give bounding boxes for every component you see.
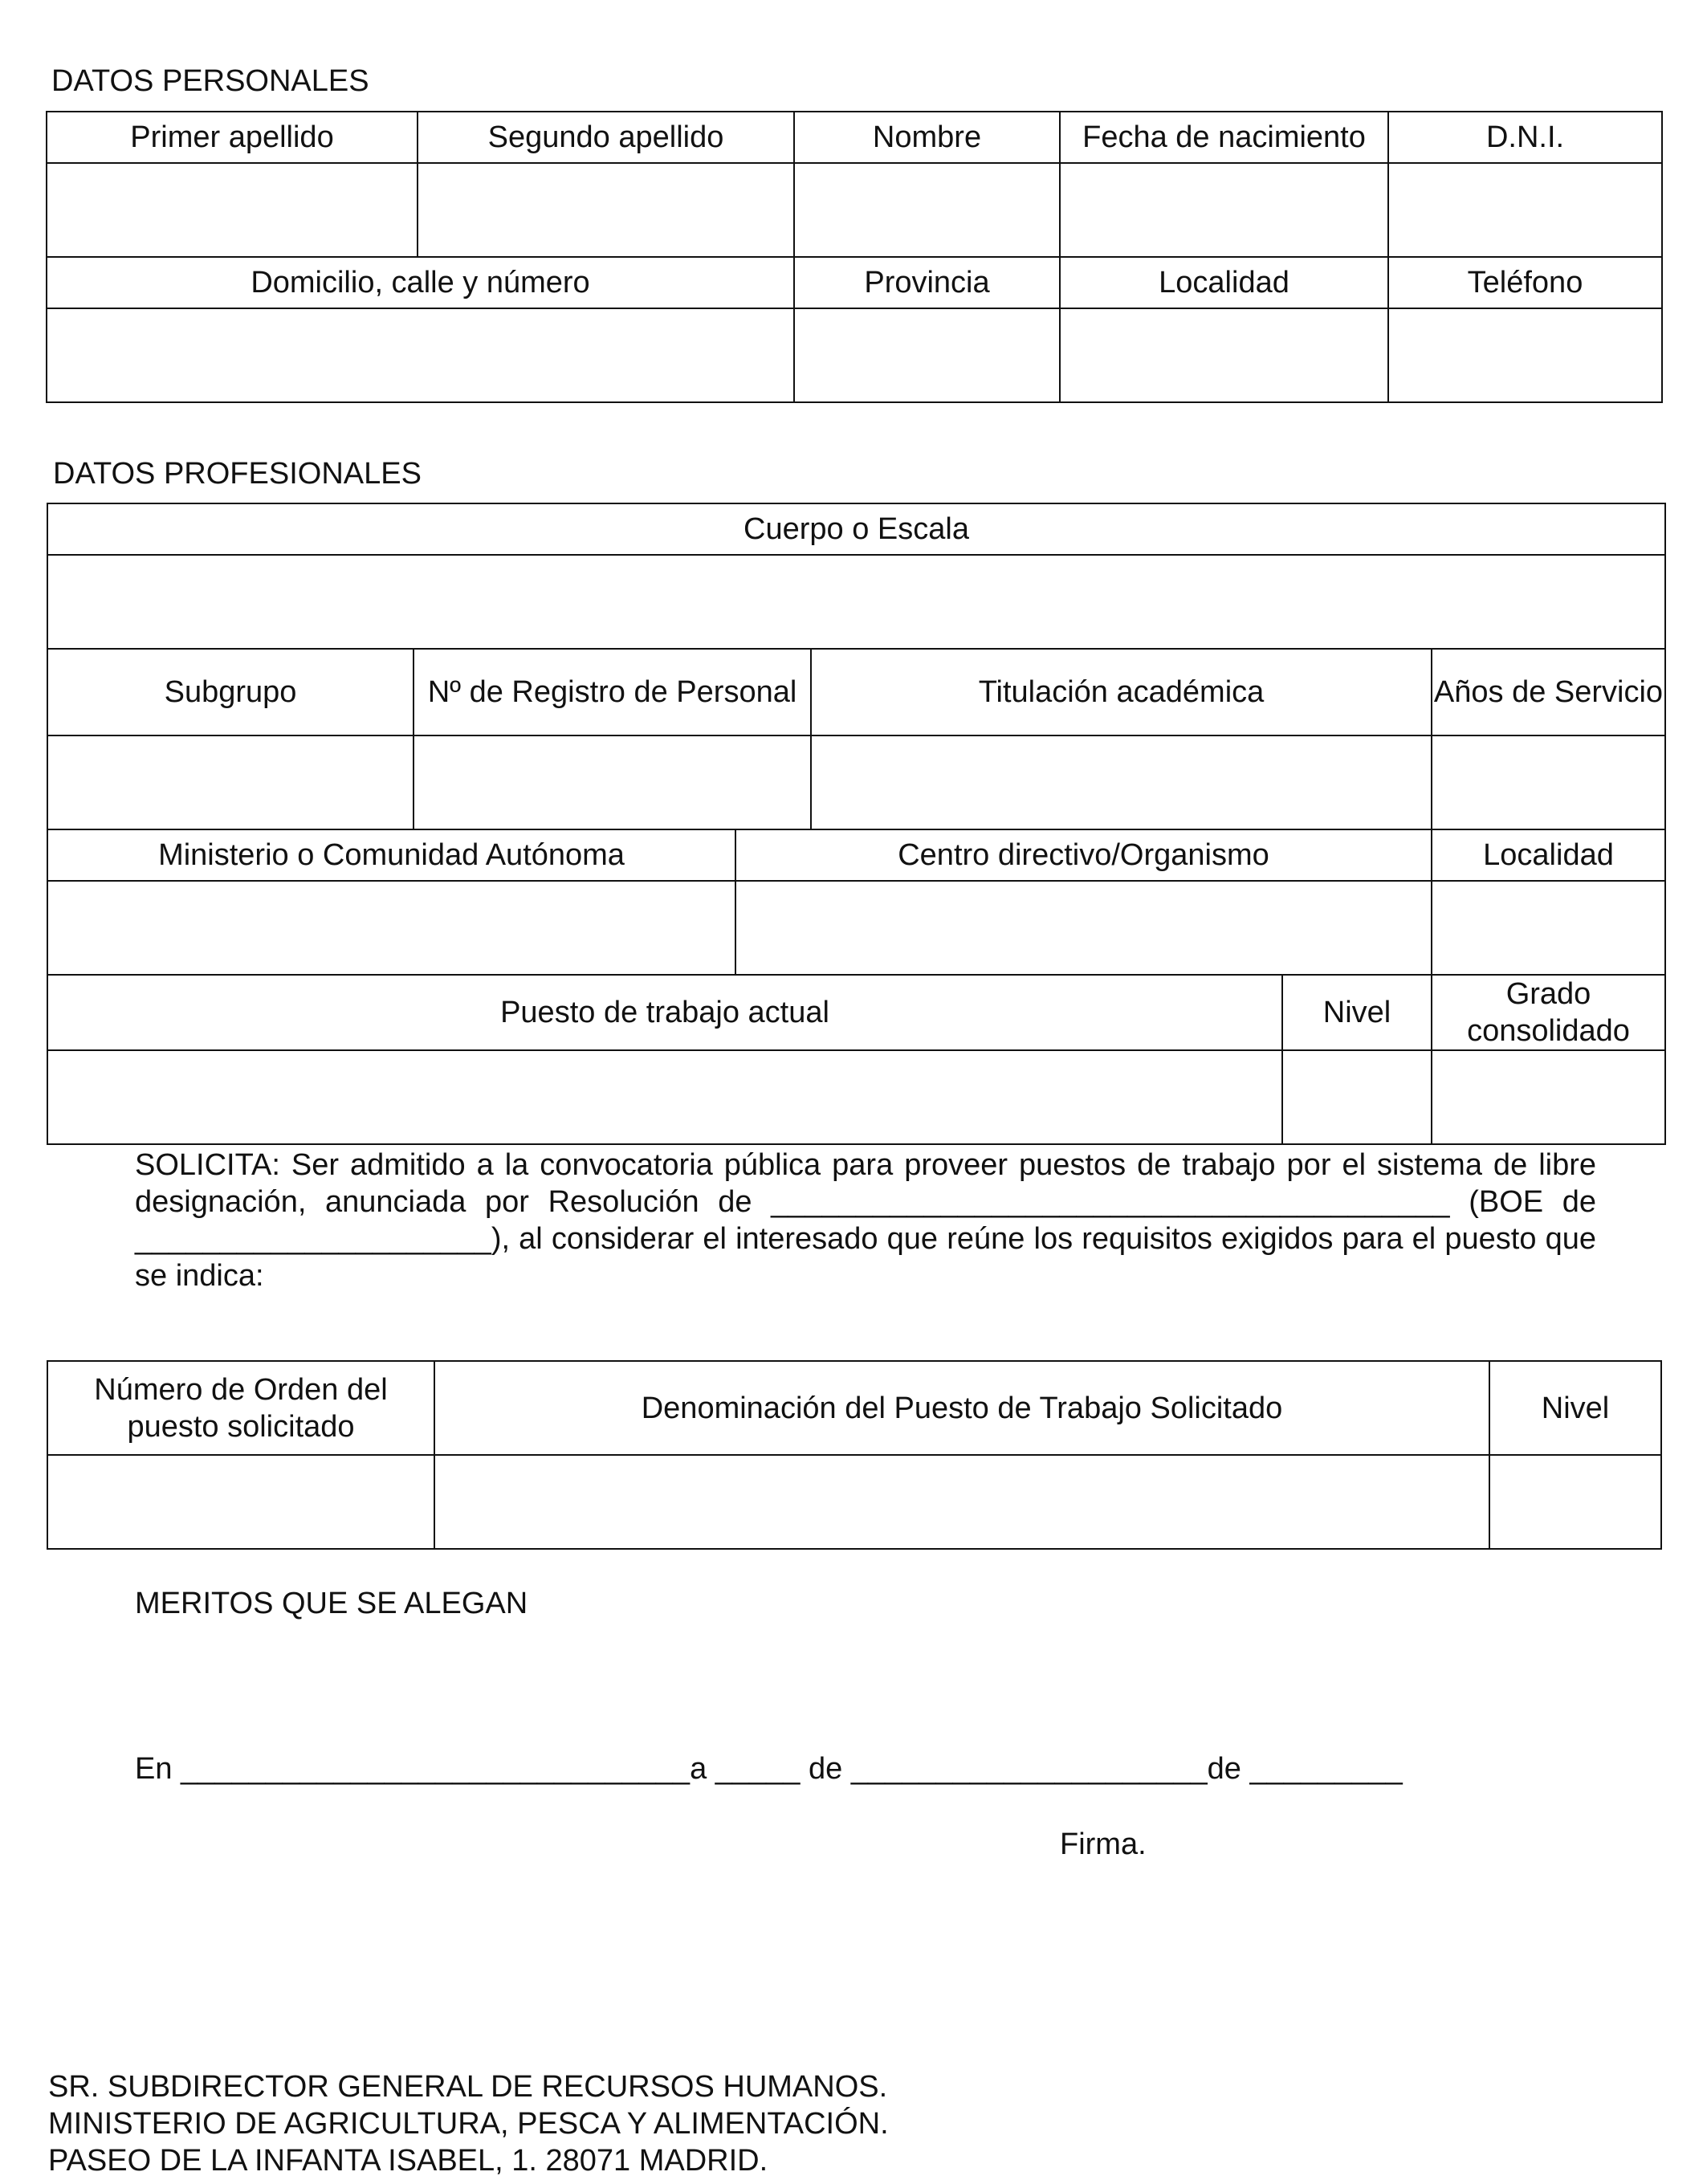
- field-centro-directivo[interactable]: [735, 881, 1432, 975]
- section-title-personal: DATOS PERSONALES: [51, 64, 369, 98]
- footer-address: PASEO DE LA INFANTA ISABEL, 1. 28071 MADRID.: [48, 2144, 768, 2178]
- field-domicilio[interactable]: [47, 308, 794, 402]
- field-primer-apellido[interactable]: [47, 163, 418, 257]
- text-de-1: de: [809, 1752, 843, 1786]
- field-registro-personal[interactable]: [414, 735, 811, 829]
- field-cuerpo-escala[interactable]: [47, 555, 1665, 649]
- header-ministerio: Ministerio o Comunidad Autónoma: [47, 829, 735, 881]
- header-anos-servicio: Años de Servicio: [1432, 649, 1665, 735]
- firma-label: Firma.: [1060, 1827, 1147, 1861]
- header-denominacion: Denominación del Puesto de Trabajo Solicitado: [434, 1361, 1489, 1455]
- header-nivel-solicitado: Nivel: [1489, 1361, 1661, 1455]
- field-anos-servicio[interactable]: [1432, 735, 1665, 829]
- place-blank[interactable]: ______________________________: [181, 1752, 691, 1786]
- field-subgrupo[interactable]: [47, 735, 414, 829]
- header-centro-directivo: Centro directivo/Organismo: [735, 829, 1432, 881]
- header-localidad-prof: Localidad: [1432, 829, 1665, 881]
- footer-addressee: SR. SUBDIRECTOR GENERAL DE RECURSOS HUMANOS.: [48, 2070, 888, 2104]
- solicita-paragraph: [135, 1147, 1596, 1294]
- header-grado-consolidado: Grado consolidado: [1432, 975, 1665, 1050]
- header-cuerpo-escala: Cuerpo o Escala: [47, 503, 1665, 555]
- solicita-text-1: SOLICITA: Ser admitido a la convocatoria pública para proveer puestos de trabajo por el sistema de libre designación, anunciada por Resolución de: [135, 1148, 1596, 1219]
- boe-blank[interactable]: _____________________: [135, 1222, 491, 1256]
- field-localidad-prof[interactable]: [1432, 881, 1665, 975]
- header-subgrupo: Subgrupo: [47, 649, 414, 735]
- header-dni: D.N.I.: [1388, 112, 1662, 163]
- text-de-2: de: [1207, 1752, 1241, 1786]
- date-place-line: [135, 1752, 1403, 1787]
- field-puesto-actual[interactable]: [47, 1050, 1282, 1144]
- field-nombre[interactable]: [794, 163, 1060, 257]
- header-domicilio: Domicilio, calle y número: [47, 257, 794, 308]
- header-titulacion: Titulación académica: [811, 649, 1432, 735]
- header-localidad: Localidad: [1060, 257, 1388, 308]
- solicita-text-2: (BOE de: [1469, 1185, 1597, 1219]
- header-numero-orden: Número de Orden del puesto solicitado: [47, 1361, 434, 1455]
- field-grado-consolidado[interactable]: [1432, 1050, 1665, 1144]
- header-fecha-nacimiento: Fecha de nacimiento: [1060, 112, 1388, 163]
- puesto-solicitado-table: [47, 1360, 1662, 1550]
- day-blank[interactable]: _____: [715, 1752, 801, 1786]
- field-nivel[interactable]: [1282, 1050, 1432, 1144]
- footer-ministry: MINISTERIO DE AGRICULTURA, PESCA Y ALIMENTACIÓN.: [48, 2107, 889, 2141]
- field-dni[interactable]: [1388, 163, 1662, 257]
- field-fecha-nacimiento[interactable]: [1060, 163, 1388, 257]
- resolucion-blank[interactable]: ________________________________________: [771, 1185, 1450, 1219]
- field-nivel-solicitado[interactable]: [1489, 1455, 1661, 1549]
- field-ministerio[interactable]: [47, 881, 735, 975]
- header-primer-apellido: Primer apellido: [47, 112, 418, 163]
- header-provincia: Provincia: [794, 257, 1060, 308]
- text-a: a: [690, 1752, 707, 1786]
- section-title-meritos: MERITOS QUE SE ALEGAN: [135, 1587, 528, 1620]
- header-telefono: Teléfono: [1388, 257, 1662, 308]
- header-nivel: Nivel: [1282, 975, 1432, 1050]
- personal-data-table: [46, 111, 1663, 403]
- section-title-professional: DATOS PROFESIONALES: [53, 457, 422, 491]
- field-segundo-apellido[interactable]: [418, 163, 794, 257]
- field-provincia[interactable]: [794, 308, 1060, 402]
- field-localidad[interactable]: [1060, 308, 1388, 402]
- month-blank[interactable]: _____________________: [850, 1752, 1208, 1786]
- solicita-text-3: ), al considerar el interesado que reúne los requisitos exigidos para el puesto que se indica:: [135, 1222, 1596, 1293]
- header-nombre: Nombre: [794, 112, 1060, 163]
- header-segundo-apellido: Segundo apellido: [418, 112, 794, 163]
- field-telefono[interactable]: [1388, 308, 1662, 402]
- year-blank[interactable]: _________: [1249, 1752, 1403, 1786]
- header-puesto-actual: Puesto de trabajo actual: [47, 975, 1282, 1050]
- text-en: En: [135, 1752, 173, 1786]
- field-denominacion[interactable]: [434, 1455, 1489, 1549]
- professional-data-table: [47, 503, 1666, 1145]
- field-titulacion[interactable]: [811, 735, 1432, 829]
- header-registro-personal: Nº de Registro de Personal: [414, 649, 811, 735]
- field-numero-orden[interactable]: [47, 1455, 434, 1549]
